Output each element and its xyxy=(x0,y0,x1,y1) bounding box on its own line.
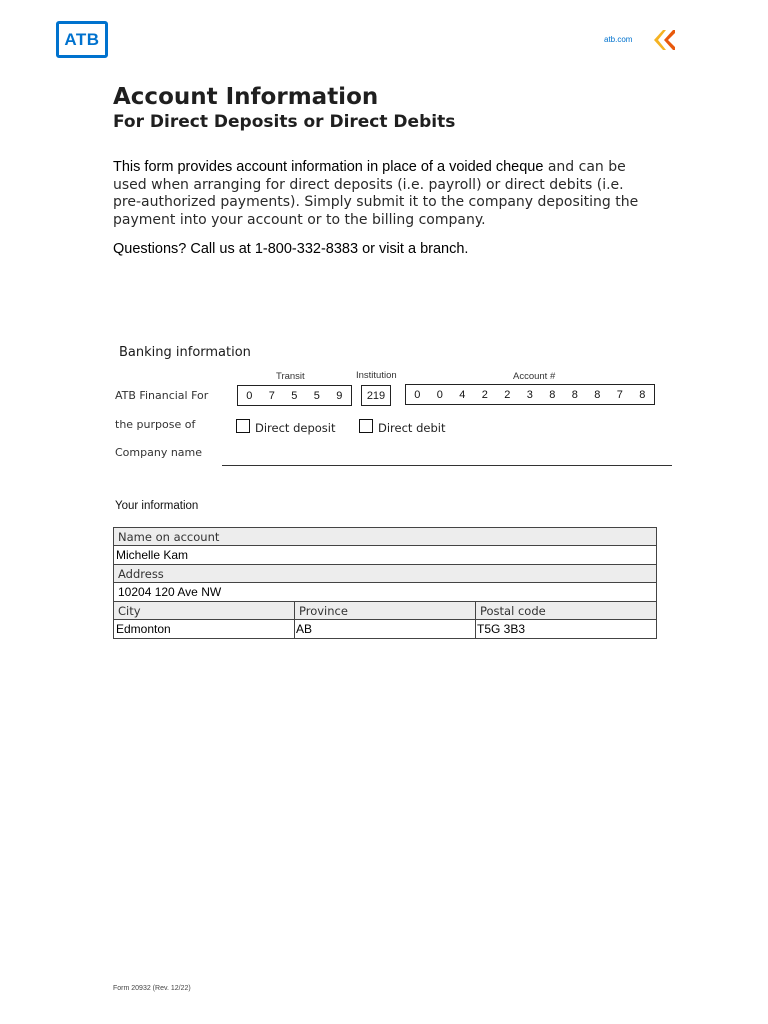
your-information-table xyxy=(113,527,657,639)
direct-deposit-label: Direct deposit xyxy=(255,421,336,435)
institution-label: Institution xyxy=(356,370,397,381)
address-label: Address xyxy=(114,565,657,583)
company-name-field[interactable] xyxy=(222,465,672,466)
intro-lead: This form provides account information in place of a voided cheque xyxy=(113,159,544,175)
atb-financial-for-label: ATB Financial For xyxy=(115,389,209,402)
transit-digit: 7 xyxy=(268,389,275,402)
account-digit: 2 xyxy=(481,388,488,401)
page-title: Account Information xyxy=(113,84,379,110)
direct-deposit-checkbox[interactable] xyxy=(236,419,250,433)
intro-paragraph xyxy=(113,159,653,229)
account-digit: 8 xyxy=(571,388,578,401)
atb-logo: ATB xyxy=(56,21,108,58)
account-digit: 8 xyxy=(594,388,601,401)
your-information-heading: Your information xyxy=(115,500,199,512)
account-digit: 0 xyxy=(414,388,421,401)
transit-digit: 5 xyxy=(291,389,298,402)
direct-debit-label: Direct debit xyxy=(378,421,446,435)
account-digit: 7 xyxy=(616,388,623,401)
account-number-label: Account # xyxy=(513,371,556,382)
double-chevron-left-icon xyxy=(653,29,675,51)
banking-information-heading: Banking information xyxy=(119,345,251,360)
postal-code-label: Postal code xyxy=(476,602,657,620)
institution-number-field[interactable]: 219 xyxy=(361,385,391,406)
transit-digit: 5 xyxy=(313,389,320,402)
contact-line: Questions? Call us at 1-800-332-8383 or visit a branch. xyxy=(113,241,469,257)
account-digit: 2 xyxy=(504,388,511,401)
purpose-label: the purpose of xyxy=(115,418,196,431)
province-label: Province xyxy=(295,602,476,620)
account-digit: 0 xyxy=(436,388,443,401)
transit-number-field[interactable] xyxy=(237,385,352,406)
page-subtitle: For Direct Deposits or Direct Debits xyxy=(113,112,456,132)
city-label: City xyxy=(114,602,295,620)
account-digit: 4 xyxy=(459,388,466,401)
name-on-account-label: Name on account xyxy=(114,528,657,546)
address-field[interactable]: 10204 120 Ave NW xyxy=(114,583,657,602)
company-name-label: Company name xyxy=(115,446,203,459)
account-digit: 8 xyxy=(549,388,556,401)
direct-debit-checkbox[interactable] xyxy=(359,419,373,433)
transit-digit: 0 xyxy=(246,389,253,402)
intro-rest: and can be used when arranging for direct deposits (i.e. payroll) or direct debits (i.e. pre-authorized payments). Simply submit it to the company depositing the payment into your account or to the billing company. xyxy=(113,159,639,228)
atb-website-link[interactable]: atb.com xyxy=(604,35,633,44)
account-digit: 8 xyxy=(639,388,646,401)
name-on-account-field[interactable]: Michelle Kam xyxy=(114,546,657,565)
transit-label: Transit xyxy=(276,371,305,382)
postal-code-field[interactable]: T5G 3B3 xyxy=(476,620,657,639)
city-field[interactable]: Edmonton xyxy=(114,620,295,639)
province-field[interactable]: AB xyxy=(295,620,476,639)
account-number-field[interactable] xyxy=(405,384,655,405)
transit-digit: 9 xyxy=(336,389,343,402)
account-digit: 3 xyxy=(526,388,533,401)
form-number: Form 20932 (Rev. 12/22) xyxy=(113,985,191,992)
